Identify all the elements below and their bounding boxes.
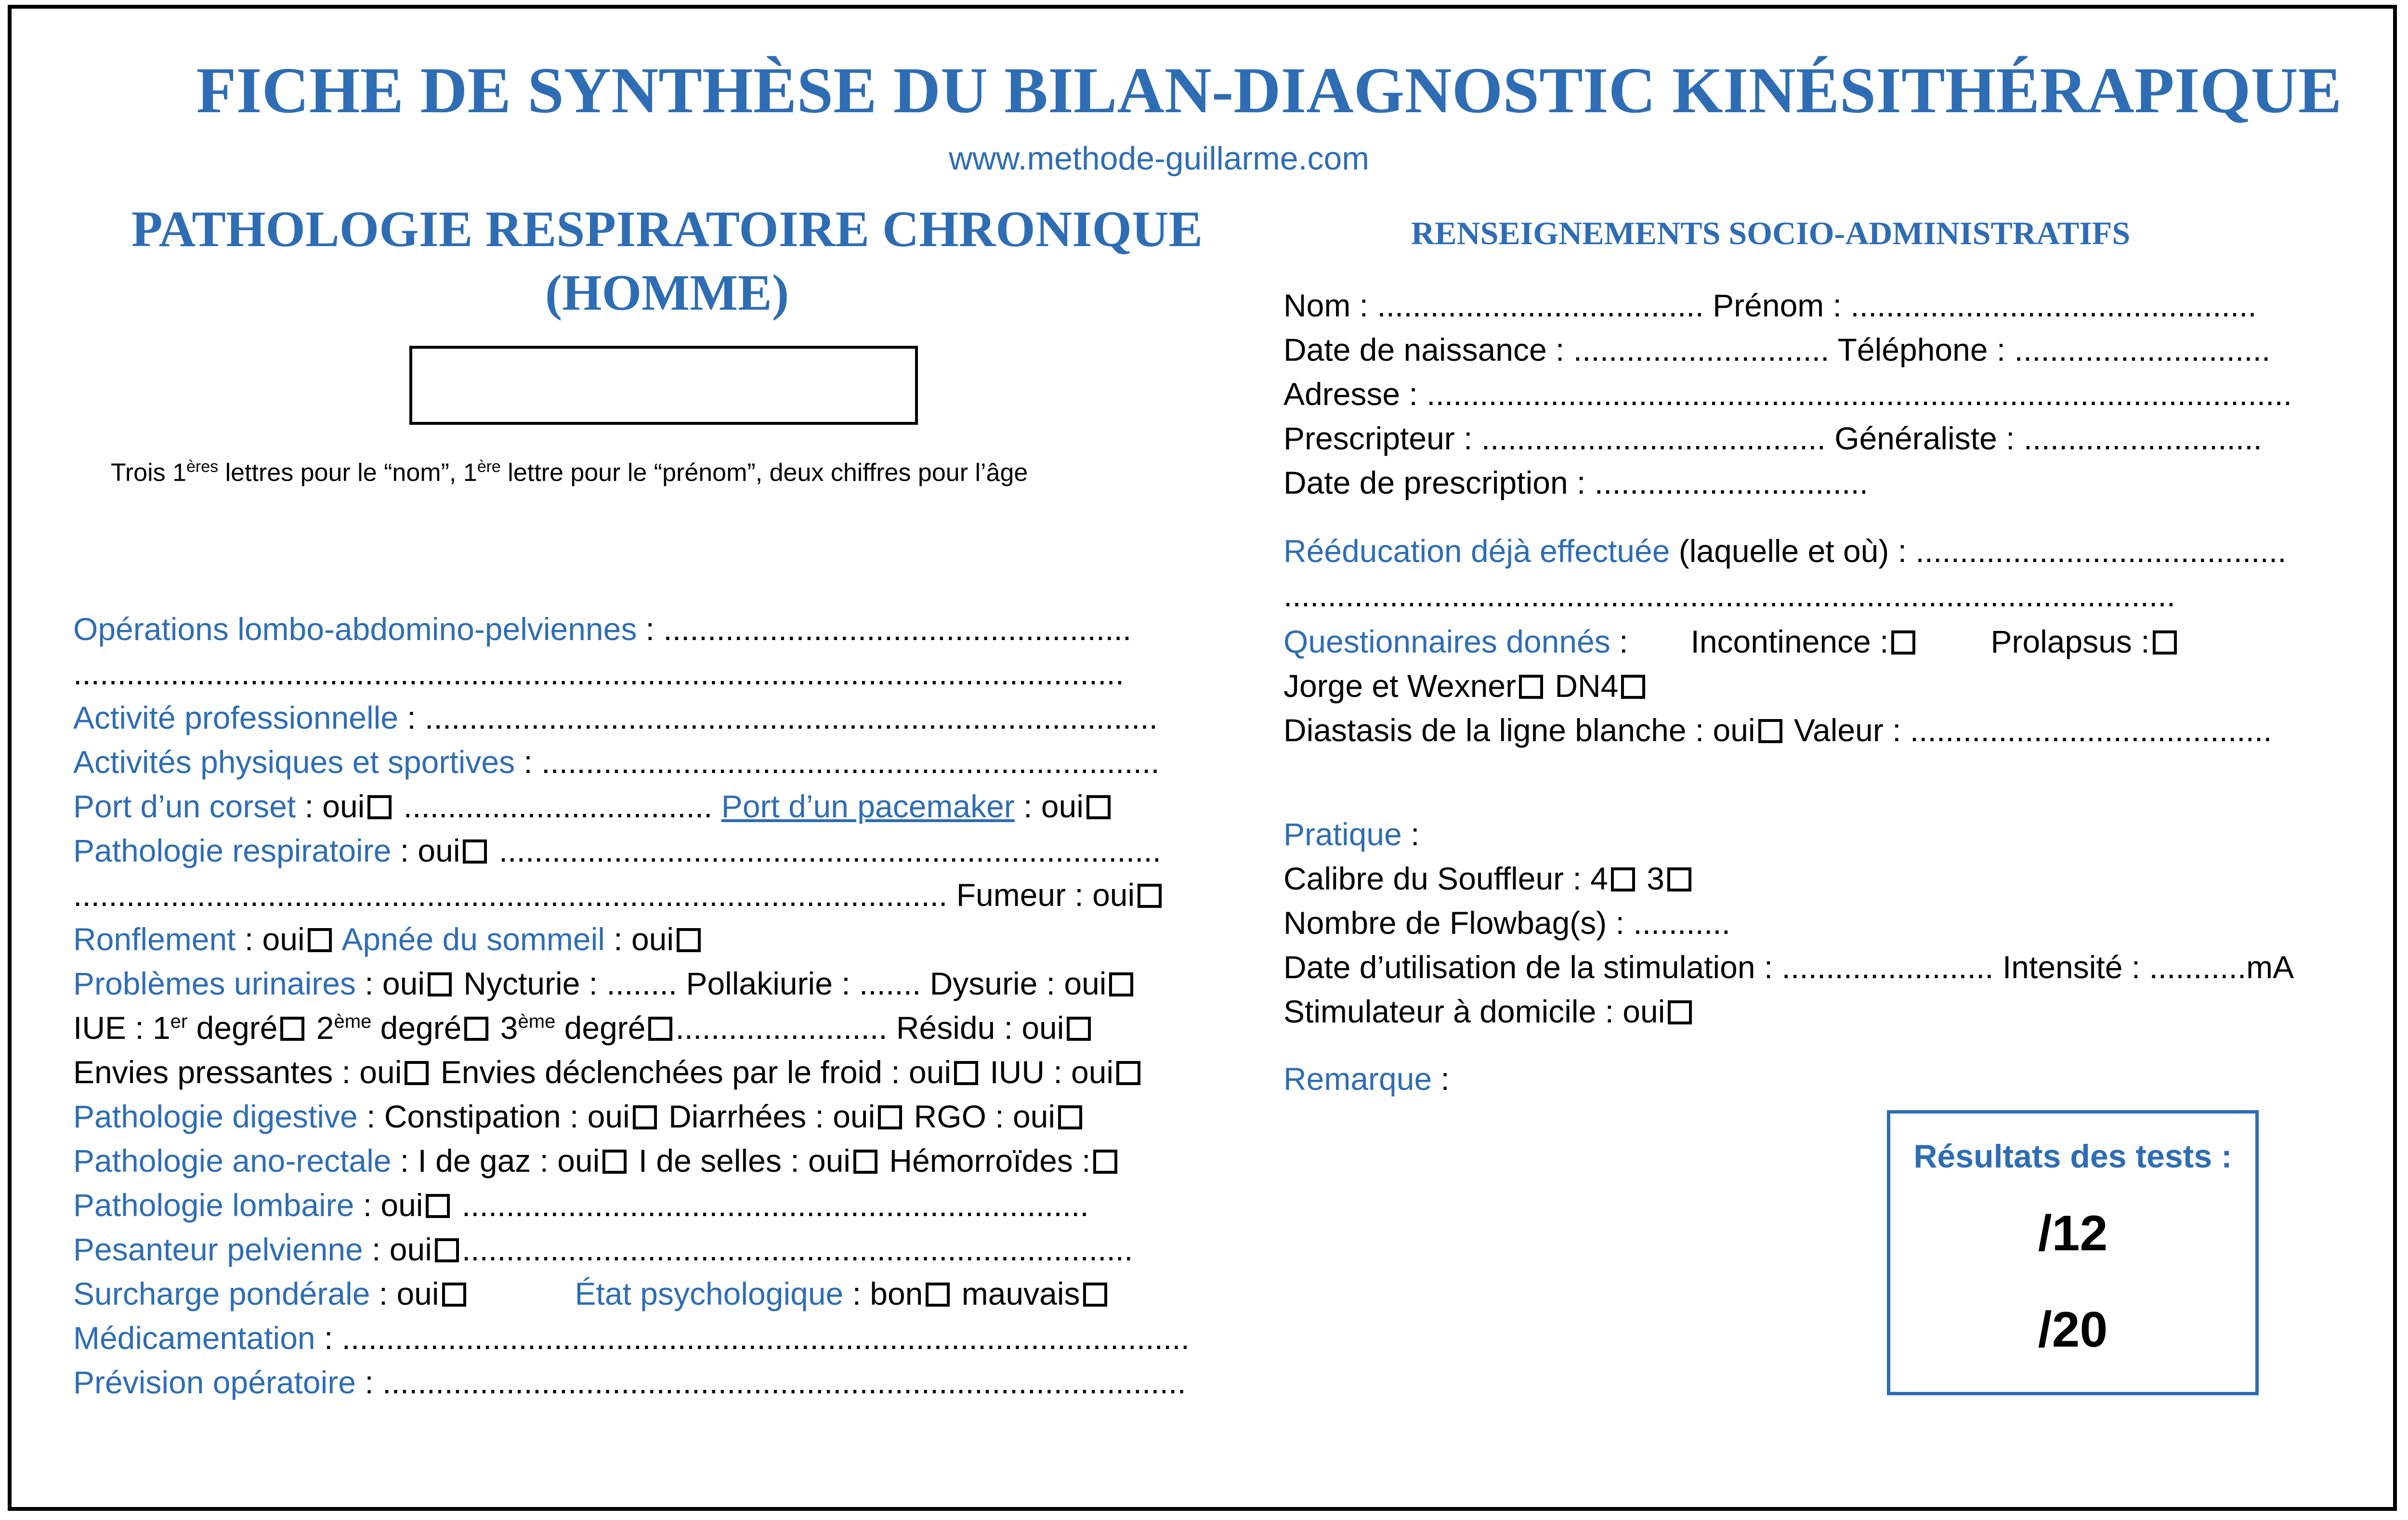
ronflement-checkbox[interactable] bbox=[308, 928, 332, 952]
date-prescription-row[interactable]: Date de prescription : ............................... bbox=[1283, 465, 1869, 500]
prescripteur-row[interactable]: Prescripteur : ....................................... Généraliste : ........................... bbox=[1283, 420, 2262, 456]
calibre-3-checkbox[interactable] bbox=[1667, 867, 1691, 891]
hemorroides-checkbox[interactable] bbox=[1093, 1150, 1117, 1174]
nom-prenom-row[interactable]: Nom : ..................................... Prénom : .............................................. bbox=[1283, 288, 2257, 323]
dysurie-checkbox[interactable] bbox=[1109, 972, 1133, 996]
diarrhees-checkbox[interactable] bbox=[878, 1105, 902, 1129]
envies-row: Envies pressantes : oui Envies déclenchées par le froid : oui IUU : oui bbox=[73, 1053, 1143, 1091]
adresse-row[interactable]: Adresse : .................................................................................................. bbox=[1283, 376, 2292, 412]
pesanteur-pelvienne-row: Pesanteur pelvienne : oui ............................................................................ bbox=[73, 1232, 1133, 1267]
psy-mauvais-checkbox[interactable] bbox=[1083, 1283, 1107, 1307]
pathologie-respiratoire-row: Pathologie respiratoire : oui ........................................................................... bbox=[73, 833, 1162, 868]
score-20: /20 bbox=[2038, 1302, 2108, 1358]
stimulateur-domicile-row: Stimulateur à domicile : oui bbox=[1283, 992, 1695, 1031]
calibre-4-checkbox[interactable] bbox=[1611, 867, 1635, 891]
naissance-telephone-row[interactable]: Date de naissance : ............................. Téléphone : ............................. bbox=[1283, 332, 2271, 367]
fumeur-row: ................................................................................................... Fumeur : oui bbox=[73, 876, 1165, 914]
prevision-operatoire-row: Prévision opératoire : ........................................................................................... bbox=[73, 1364, 1186, 1400]
stimulateur-checkbox[interactable] bbox=[1668, 1000, 1692, 1024]
iue-1-checkbox[interactable] bbox=[280, 1017, 304, 1041]
pratique-row: Pratique : bbox=[1283, 816, 1420, 852]
constipation-checkbox[interactable] bbox=[633, 1105, 657, 1129]
form-subtitle bbox=[72, 197, 1262, 325]
page-title: FICHE DE SYNTHÈSE DU BILAN-DIAGNOSTIC KINÉSITHÉRAPIQUE bbox=[196, 54, 2342, 127]
remarque-row: Remarque : bbox=[1283, 1061, 1450, 1097]
subtitle-line-1: PATHOLOGIE RESPIRATOIRE CHRONIQUE bbox=[131, 201, 1203, 257]
subtitle-line-2: (HOMME) bbox=[545, 264, 789, 321]
lombaire-checkbox[interactable] bbox=[426, 1194, 450, 1218]
flowbag-row[interactable]: Nombre de Flowbag(s) : ........... bbox=[1283, 905, 1730, 941]
iue-2-checkbox[interactable] bbox=[464, 1017, 488, 1041]
questionnaires-row: Questionnaires donnés : Incontinence : Prolapsus : bbox=[1283, 622, 2180, 661]
surcharge-psychologique-row: Surcharge pondérale : oui État psychologique : bon mauvais bbox=[73, 1274, 1110, 1313]
diastasis-row: Diastasis de la ligne blanche : oui Valeur : ......................................... bbox=[1283, 712, 2272, 748]
reeducation-row-2: ..................................................................................................... bbox=[1283, 577, 2176, 613]
results-title: Résultats des tests : bbox=[1913, 1138, 2232, 1175]
reeducation-row: Rééducation déjà effectuée (laquelle et où) : .......................................... bbox=[1283, 533, 2287, 569]
psy-bon-checkbox[interactable] bbox=[926, 1283, 950, 1307]
selles-checkbox[interactable] bbox=[853, 1150, 877, 1174]
problemes-urinaires-row: Problèmes urinaires : oui Nycturie : ........ Pollakiurie : ....... Dysurie : oui bbox=[73, 964, 1136, 1003]
iuu-checkbox[interactable] bbox=[1116, 1061, 1140, 1085]
iue-row: IUE : 1er degré 2ème degré 3ème degré ........................ Résidu : oui bbox=[73, 1009, 1094, 1047]
activites-physiques-row: Activités physiques et sportives : ...................................................................... bbox=[73, 744, 1160, 780]
pesanteur-checkbox[interactable] bbox=[435, 1238, 459, 1262]
operations-row-2: ....................................................................................................................... bbox=[73, 655, 1125, 691]
gaz-checkbox[interactable] bbox=[602, 1150, 627, 1174]
fumeur-checkbox[interactable] bbox=[1138, 884, 1162, 908]
rgo-checkbox[interactable] bbox=[1058, 1105, 1082, 1129]
pathologie-lombaire-row: Pathologie lombaire : oui ....................................................................... bbox=[73, 1187, 1089, 1223]
urinaires-checkbox[interactable] bbox=[428, 972, 452, 996]
patient-code-input[interactable] bbox=[409, 346, 918, 425]
incontinence-checkbox[interactable] bbox=[1891, 630, 1915, 655]
dn4-checkbox[interactable] bbox=[1621, 675, 1645, 699]
calibre-souffleur-row: Calibre du Souffleur : 4 3 bbox=[1283, 859, 1694, 898]
section-socio-admin: RENSEIGNEMENTS SOCIO-ADMINISTRATIFS bbox=[1411, 215, 2131, 251]
score-12: /12 bbox=[2038, 1206, 2108, 1261]
corset-pacemaker-row: Port d’un corset : oui ................................... Port d’un pacemaker : oui bbox=[73, 787, 1113, 826]
pacemaker-checkbox[interactable] bbox=[1086, 795, 1111, 819]
iue-3-checkbox[interactable] bbox=[648, 1017, 672, 1041]
envies-pressantes-checkbox[interactable] bbox=[405, 1061, 429, 1085]
pathologie-digestive-row: Pathologie digestive : Constipation : oui Diarrhées : oui RGO : oui bbox=[73, 1097, 1085, 1136]
diastasis-checkbox[interactable] bbox=[1758, 719, 1782, 743]
operations-row: Opérations lombo-abdomino-pelviennes : ..................................................... bbox=[73, 611, 1132, 647]
stimulation-row[interactable]: Date d’utilisation de la stimulation : ........................ Intensité : ...........mA bbox=[1283, 949, 2294, 985]
residu-checkbox[interactable] bbox=[1067, 1017, 1091, 1041]
patient-code-hint: Trois 1ères lettres pour le “nom”, 1ère lettre pour le “prénom”, deux chiffres pour l’âge bbox=[111, 458, 1028, 487]
activite-professionnelle-row: Activité professionnelle : ................................................................................... bbox=[73, 700, 1158, 735]
ronflement-apnee-row: Ronflement : oui Apnée du sommeil : oui bbox=[73, 920, 704, 958]
pathologie-ano-rectale-row: Pathologie ano-rectale : I de gaz : oui I de selles : oui Hémorroïdes : bbox=[73, 1141, 1120, 1180]
apnee-checkbox[interactable] bbox=[677, 928, 701, 952]
jorge-wexner-checkbox[interactable] bbox=[1519, 675, 1543, 699]
respiratoire-checkbox[interactable] bbox=[463, 839, 487, 864]
website-url[interactable]: www.methode-guillarme.com bbox=[949, 140, 1369, 177]
surcharge-checkbox[interactable] bbox=[442, 1283, 466, 1307]
jorge-dn4-row: Jorge et Wexner DN4 bbox=[1283, 667, 1648, 705]
corset-checkbox[interactable] bbox=[367, 795, 392, 819]
envies-froid-checkbox[interactable] bbox=[954, 1061, 978, 1085]
results-box bbox=[1887, 1110, 2259, 1395]
medicamentation-row: Médicamentation : ................................................................................................ bbox=[73, 1320, 1190, 1356]
prolapsus-checkbox[interactable] bbox=[2153, 630, 2177, 655]
